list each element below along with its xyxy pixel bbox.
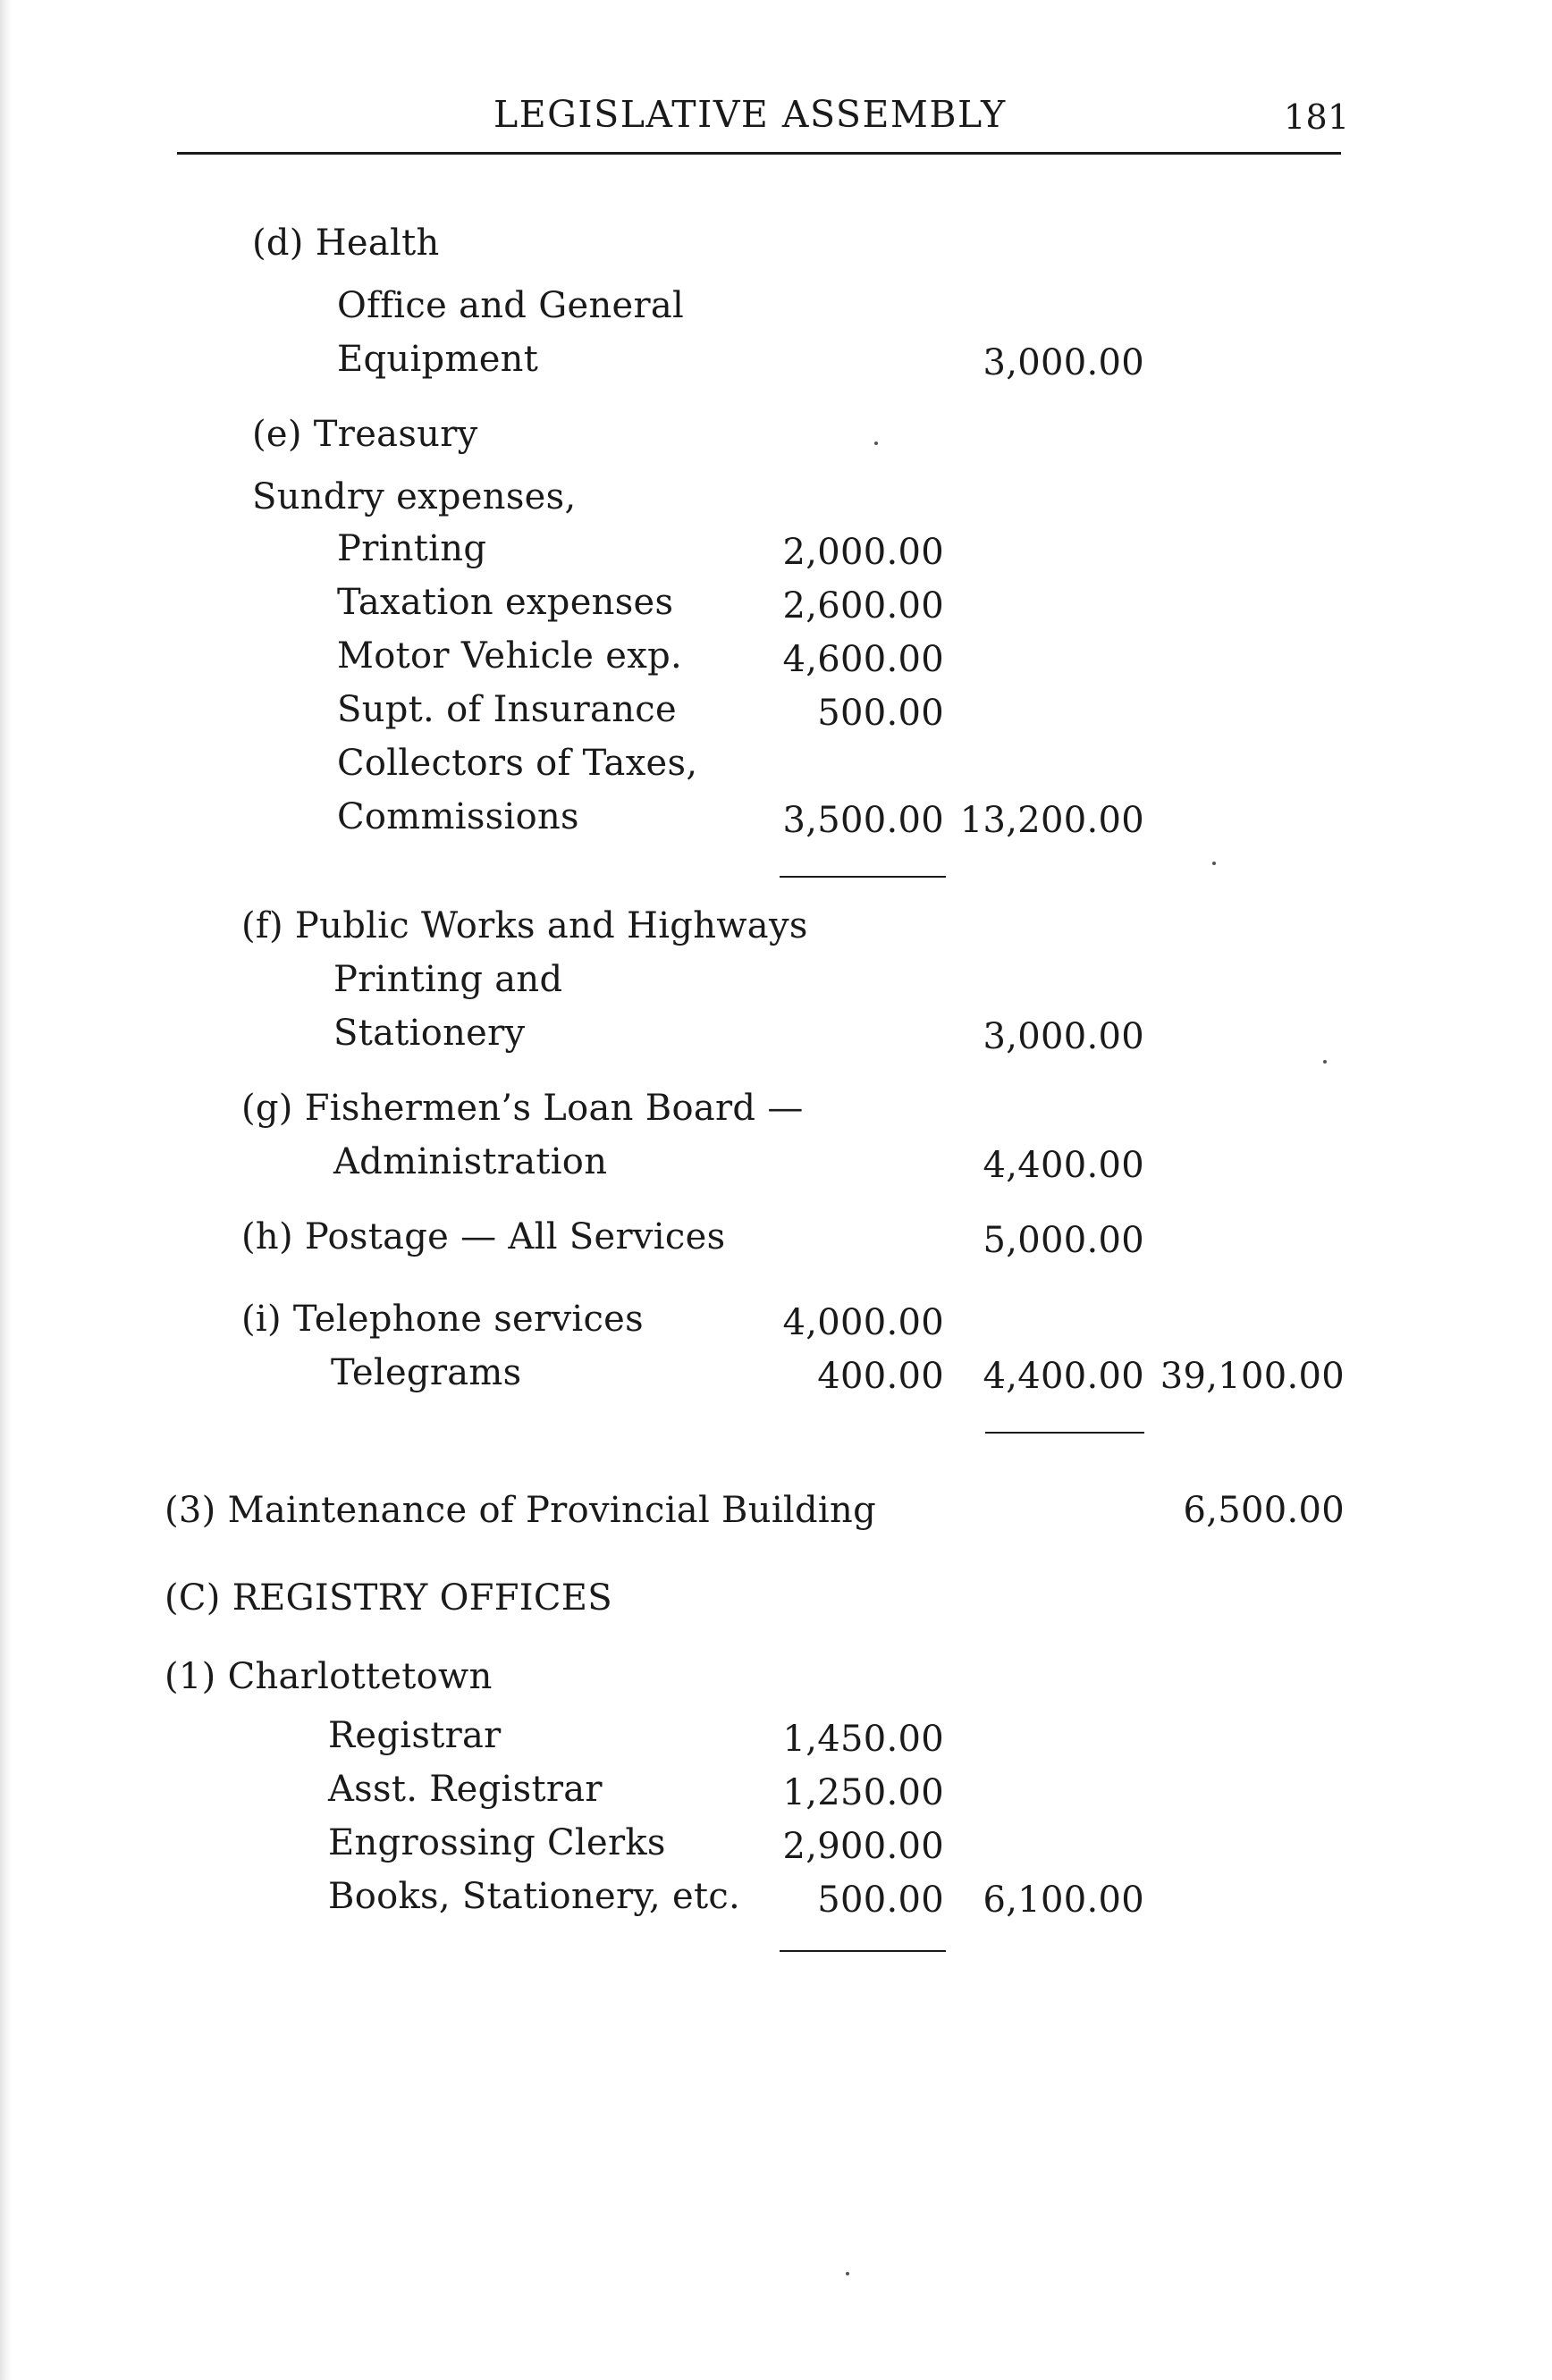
- item-h-label: (h) Postage — All Services: [241, 1216, 726, 1257]
- treasury-item-amount: 2,000.00: [782, 532, 944, 573]
- item-f-amount: 3,000.00: [983, 1016, 1144, 1057]
- telegrams-amount: 400.00: [817, 1356, 944, 1397]
- page-number: 181: [1284, 97, 1350, 137]
- item-i-label: (i) Telephone services: [241, 1299, 644, 1340]
- item-3-label: (3) Maintenance of Provincial Building: [164, 1490, 876, 1531]
- registry-item-amount: 2,900.00: [782, 1826, 944, 1867]
- item-h-amount: 5,000.00: [983, 1220, 1144, 1261]
- item-d-amount: 3,000.00: [983, 342, 1144, 383]
- item-f-line2: Stationery: [333, 1013, 526, 1054]
- scan-speck: [874, 442, 878, 445]
- registry-item-amount: 500.00: [817, 1880, 944, 1921]
- subtotal-column-rule: [985, 1432, 1144, 1434]
- treasury-item-label: Printing: [337, 528, 487, 569]
- item-3-amount: 6,500.00: [1183, 1490, 1345, 1531]
- item-g-line2: Administration: [333, 1141, 608, 1182]
- collectors-line1: Collectors of Taxes,: [337, 743, 698, 784]
- collectors-amount: 3,500.00: [782, 800, 944, 841]
- charlottetown-label: (1) Charlottetown: [164, 1656, 493, 1697]
- item-g-amount: 4,400.00: [983, 1145, 1144, 1186]
- charlottetown-total: 6,100.00: [983, 1880, 1144, 1921]
- treasury-subtotal-rule: [780, 876, 946, 878]
- telephone-subtotal: 4,400.00: [983, 1356, 1144, 1397]
- collectors-line2: Commissions: [337, 796, 579, 837]
- header-rule: [177, 152, 1341, 155]
- registry-item-amount: 1,250.00: [782, 1772, 944, 1813]
- charlottetown-subtotal-rule: [780, 1950, 946, 1952]
- scan-speck: [1323, 1060, 1327, 1064]
- registry-offices-heading: (C) REGISTRY OFFICES: [164, 1577, 612, 1619]
- item-e-label: (e) Treasury: [252, 414, 478, 455]
- scan-speck: [1212, 862, 1216, 865]
- registry-item-label: Engrossing Clerks: [328, 1822, 666, 1863]
- treasury-item-label: Taxation expenses: [337, 582, 674, 623]
- running-title: LEGISLATIVE ASSEMBLY: [493, 93, 1007, 136]
- item-d-label: (d) Health: [252, 223, 440, 264]
- treasury-item-amount: 2,600.00: [782, 585, 944, 627]
- registry-item-label: Books, Stationery, etc.: [328, 1876, 741, 1917]
- telegrams-label: Telegrams: [331, 1352, 522, 1393]
- page-edge-shadow: [0, 0, 13, 2380]
- treasury-total: 13,200.00: [959, 800, 1144, 841]
- sundry-expenses-label: Sundry expenses,: [252, 476, 577, 517]
- item-d-line2: Equipment: [337, 339, 539, 380]
- item-f-line1: Printing and: [333, 959, 563, 1000]
- section-grand-total: 39,100.00: [1160, 1356, 1345, 1397]
- treasury-item-amount: 500.00: [817, 693, 944, 734]
- treasury-item-label: Supt. of Insurance: [337, 689, 677, 730]
- telephone-amount: 4,000.00: [782, 1302, 944, 1343]
- item-f-label: (f) Public Works and Highways: [241, 905, 808, 946]
- registry-item-amount: 1,450.00: [782, 1719, 944, 1760]
- registry-item-label: Asst. Registrar: [328, 1769, 603, 1810]
- scan-speck: [846, 2272, 849, 2275]
- registry-item-label: Registrar: [328, 1715, 502, 1756]
- treasury-item-amount: 4,600.00: [782, 639, 944, 680]
- item-d-line1: Office and General: [337, 285, 685, 326]
- treasury-item-label: Motor Vehicle exp.: [337, 635, 683, 677]
- item-g-label: (g) Fishermen’s Loan Board —: [241, 1088, 804, 1129]
